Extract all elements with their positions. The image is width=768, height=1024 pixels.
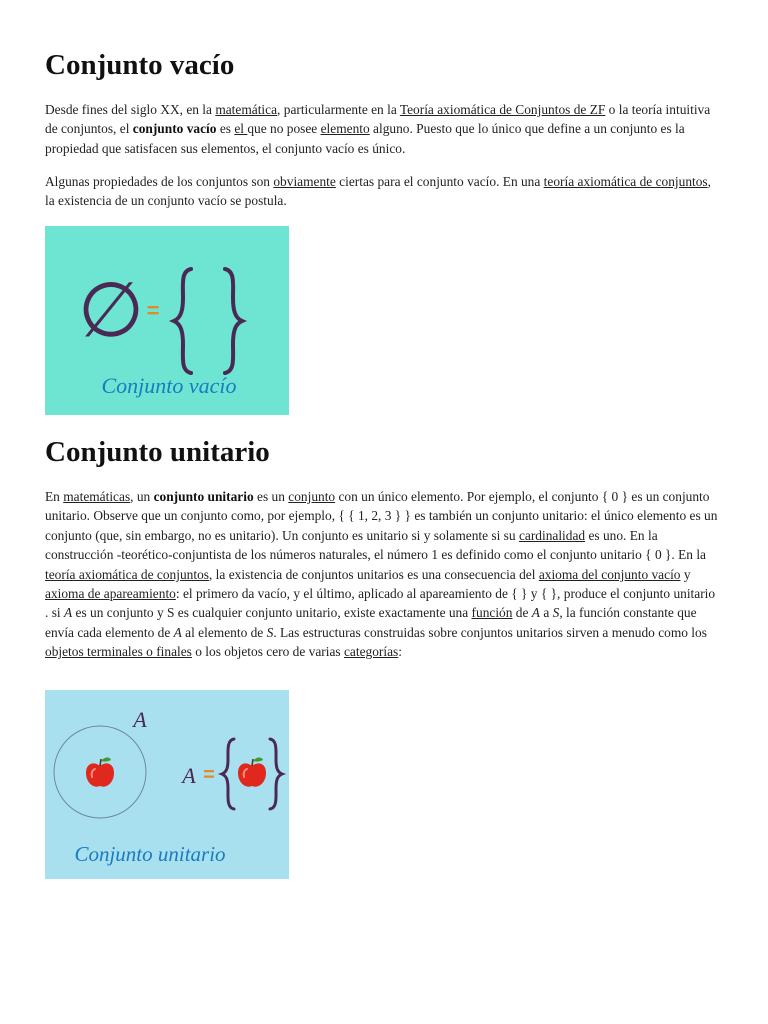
link-elemento[interactable]: elemento — [320, 121, 370, 137]
term-conjunto-vacio: conjunto vacío — [132, 121, 217, 137]
link-matematicas[interactable]: matemáticas — [63, 489, 131, 504]
term-conjunto-unitario: conjunto unitario — [153, 489, 254, 504]
figure-vacio-caption: Conjunto vacío — [101, 373, 237, 398]
variable-s: S — [552, 605, 560, 621]
link-matematica[interactable]: matemática — [215, 102, 278, 117]
link-axioma-apareamiento[interactable]: axioma de apareamiento — [45, 586, 176, 602]
variable-s: S — [266, 624, 274, 640]
heading-conjunto-unitario: Conjunto unitario — [45, 436, 270, 468]
paragraph-vacio-definicion: Desde fines del siglo XX, en la matemática, particularmente en la Teoría axiomática de Conjuntos de ZF o la teoría intuitiva de conjuntos, el conjunto vacío es el que no posee elemento alguno. Puesto que lo único que define a un conjunto es la propiedad que satisfacen sus elementos, el conjunto vacío es único. — [45, 102, 711, 156]
link-axioma-conjunto-vacio[interactable]: axioma del conjunto vacío — [538, 566, 681, 582]
equals-sign: = — [203, 764, 215, 786]
link-funcion[interactable]: función — [471, 605, 513, 621]
link-el[interactable]: el — [234, 121, 248, 137]
link-teoria-zf[interactable]: Teoría axiomática de Conjuntos de ZF — [399, 102, 606, 117]
paragraph-unitario: En matemáticas, un conjunto unitario es un conjunto con un único elemento. Por ejemplo, el conjunto { 0 } es un conjunto unitario. Observe que un conjunto como, por ejemplo, { { 1, 2, 3 } } es también un conjunto unitario: el único elemento es un conjunto (que, sin embargo, no es unitario). Un conjunto es unitario si y solamente si su cardinalidad es uno. En la construcción -teorético-conjuntista de los números naturales, el número 1 es definido como el conjunto unitario { 0 }. En la teoría axiomática de conjuntos, la existencia de conjuntos unitarios es una consecuencia del axioma del conjunto vacío y axioma de apareamiento: el primero da vacío, y el último, aplicado al apareamiento de { } y { }, produce el conjunto unitario . si A es un conjunto y S es cualquier conjunto unitario, existe exactamente una función de A a S, la función constante que envía cada elemento de A al elemento de S. Las estructuras construidas sobre conjuntos unitarios sirven a menudo como los objetos terminales o finales o los objetos cero de varias categorías: — [45, 489, 718, 660]
equals-sign: = — [146, 298, 160, 323]
set-label-a: A — [133, 707, 147, 732]
figure-conjunto-unitario — [45, 690, 289, 879]
variable-a: A — [531, 605, 540, 621]
heading-conjunto-vacio: Conjunto vacío — [45, 49, 235, 81]
link-objetos-terminales[interactable]: objetos terminales o finales — [45, 644, 192, 660]
variable-a: A — [63, 605, 73, 621]
link-conjunto[interactable]: conjunto — [288, 489, 336, 504]
link-cardinalidad[interactable]: cardinalidad — [518, 527, 586, 543]
link-obviamente[interactable]: obviamente — [273, 174, 336, 189]
paragraph-vacio-propiedades: Algunas propiedades de los conjuntos son obviamente ciertas para el conjunto vacío. En una teoría axiomática de conjuntos, la existencia de un conjunto vacío se postula. — [45, 174, 712, 209]
link-teoria-axiomatica-2[interactable]: teoría axiomática de conjuntos — [45, 566, 209, 582]
figure-conjunto-vacio — [45, 226, 289, 415]
figure-unitario-caption: Conjunto unitario — [74, 842, 226, 866]
variable-a: A — [173, 624, 182, 640]
equation-variable-a: A — [182, 763, 196, 788]
link-categorias[interactable]: categorías — [343, 644, 399, 660]
link-teoria-axiomatica[interactable]: teoría axiomática de conjuntos — [543, 174, 708, 189]
empty-set-symbol: ∅ — [77, 269, 145, 353]
